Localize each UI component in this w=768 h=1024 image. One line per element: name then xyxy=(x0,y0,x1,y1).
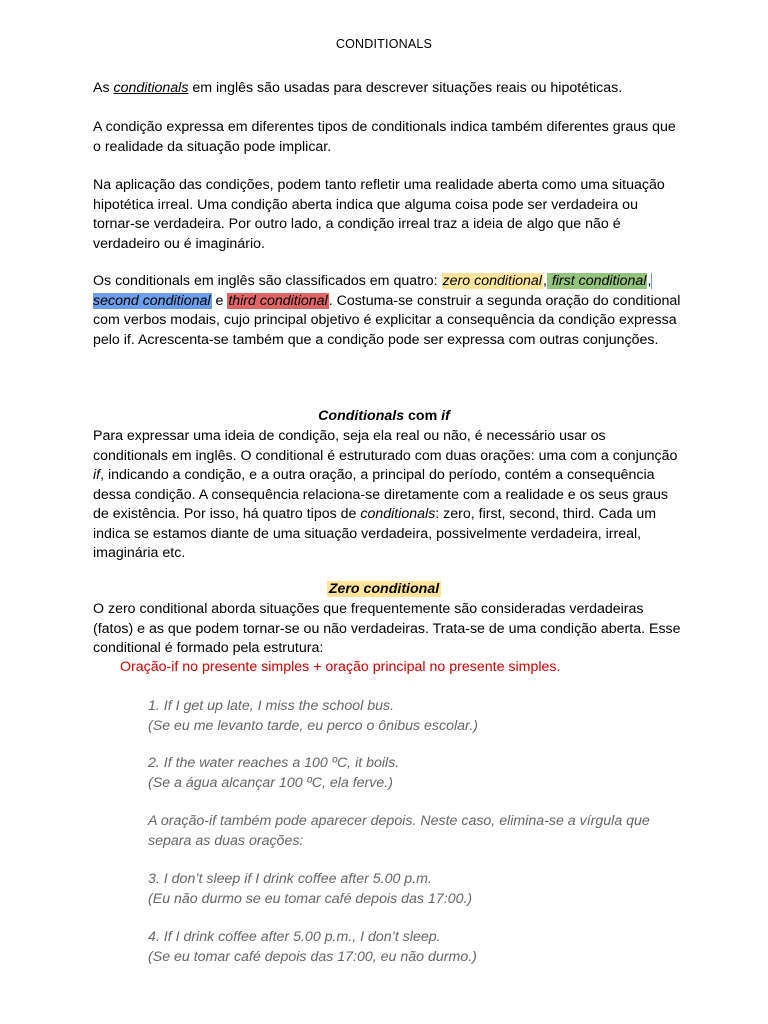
paragraph-types xyxy=(93,272,683,350)
structure-c: : zero, first, second, third. Cada um indica se estamos diante de uma situação verdadeira, possivelmente verdadeira, irreal, imaginária etc. xyxy=(93,506,657,561)
example-4 xyxy=(148,928,688,967)
conditionals-term: conditionals xyxy=(113,80,189,96)
zero-conditional-highlight: zero conditional xyxy=(442,273,542,289)
intro-paragraph xyxy=(93,79,683,99)
example-3-en: 3. I don’t sleep if I drink coffee after 5.00 p.m. xyxy=(148,871,432,887)
example-4-pt: (Se eu tomar café depois das 17:00, eu não durmo.) xyxy=(148,948,477,965)
structure-a: Para expressar uma ideia de condição, seja ela real ou não, é necessário usar os conditionals em inglês. O conditional é estruturado com duas orações: uma com a conjunção xyxy=(93,428,678,464)
types-and: e xyxy=(211,292,228,309)
structure-if: if xyxy=(93,467,101,483)
example-4-en: 4. If I drink coffee after 5.00 p.m., I don’t sleep. xyxy=(148,929,441,945)
heading-if: if xyxy=(441,408,450,424)
paragraph-application: Na aplicação das condições, podem tanto refletir uma realidade aberta como uma situação hipotética irreal. Uma condição aberta indica que alguma coisa pode ser verdadeira ou tornar-se verdadeira. Por outro lado, a condição irreal traz a ideia de algo que não é verdadeiro ou é imaginário. xyxy=(93,177,665,252)
example-1-en: 1. If I get up late, I miss the school bus. xyxy=(148,698,395,714)
example-1-pt: (Se eu me levanto tarde, eu perco o ônibus escolar.) xyxy=(148,717,478,734)
structure-b: , indicando a condição, e a outra oração, a principal do período, contém a consequência dessa condição. A consequência relaciona-se diretamente com a realidade e os seus graus de existência. Por isso, há quatro tipos de xyxy=(93,467,668,522)
note-if-clause-after: A oração-if também pode aparecer depois. Neste caso, elimina-se a vírgula que separa as duas orações: xyxy=(148,813,650,849)
second-conditional-highlight: second conditional xyxy=(93,273,652,309)
zero-conditional-rule: Oração-if no presente simples + oração principal no presente simples. xyxy=(120,659,561,675)
structure-conditionals: conditionals xyxy=(360,506,436,522)
first-conditional-highlight: first conditional xyxy=(547,273,647,289)
heading-italic: Conditionals xyxy=(318,408,405,424)
example-3-pt: (Eu não durmo se eu tomar café depois das 17:00.) xyxy=(148,890,473,907)
paragraph-zero-conditional: O zero conditional aborda situações que frequentemente são consideradas verdadeiras (fatos) e as que podem tornar-se ou não verdadeiras. Trata-se de uma condição aberta. Esse conditional é formado pela estrutura: xyxy=(93,601,681,656)
types-sep1: , xyxy=(542,273,547,289)
third-conditional-highlight: third conditional xyxy=(228,292,328,309)
example-2-en: 2. If the water reaches a 100 ºC, it boils. xyxy=(148,755,400,771)
intro-post: em inglês são usadas para descrever situações reais ou hipotéticas. xyxy=(188,80,623,96)
section-heading-conditionals-if xyxy=(93,407,675,427)
types-sep2: , xyxy=(647,273,652,289)
intro-pre: As xyxy=(93,80,114,96)
types-pre: Os conditionals em inglês são classificados em quatro: xyxy=(93,273,442,289)
example-1 xyxy=(148,697,688,736)
example-3 xyxy=(148,870,688,909)
zero-conditional-heading-text: Zero conditional xyxy=(328,581,440,597)
section-heading-zero-conditional xyxy=(93,580,675,600)
example-2 xyxy=(148,754,688,793)
heading-mid: com xyxy=(404,408,442,424)
document-title: CONDITIONALS xyxy=(335,37,433,51)
example-2-pt: (Se a água alcançar 100 ºC, ela ferve.) xyxy=(148,774,393,791)
types-post: . Costuma-se construir a segunda oração do conditional com verbos modais, cujo principal objetivo é explicitar a consequência da condição expressa pelo if. Acrescenta-se também que a condição pode ser expressa com outras conjunções. xyxy=(93,292,681,348)
paragraph-structure xyxy=(93,427,683,564)
paragraph-degrees: A condição expressa em diferentes tipos de conditionals indica também diferentes graus que o realidade da situação pode implicar. xyxy=(93,119,676,155)
